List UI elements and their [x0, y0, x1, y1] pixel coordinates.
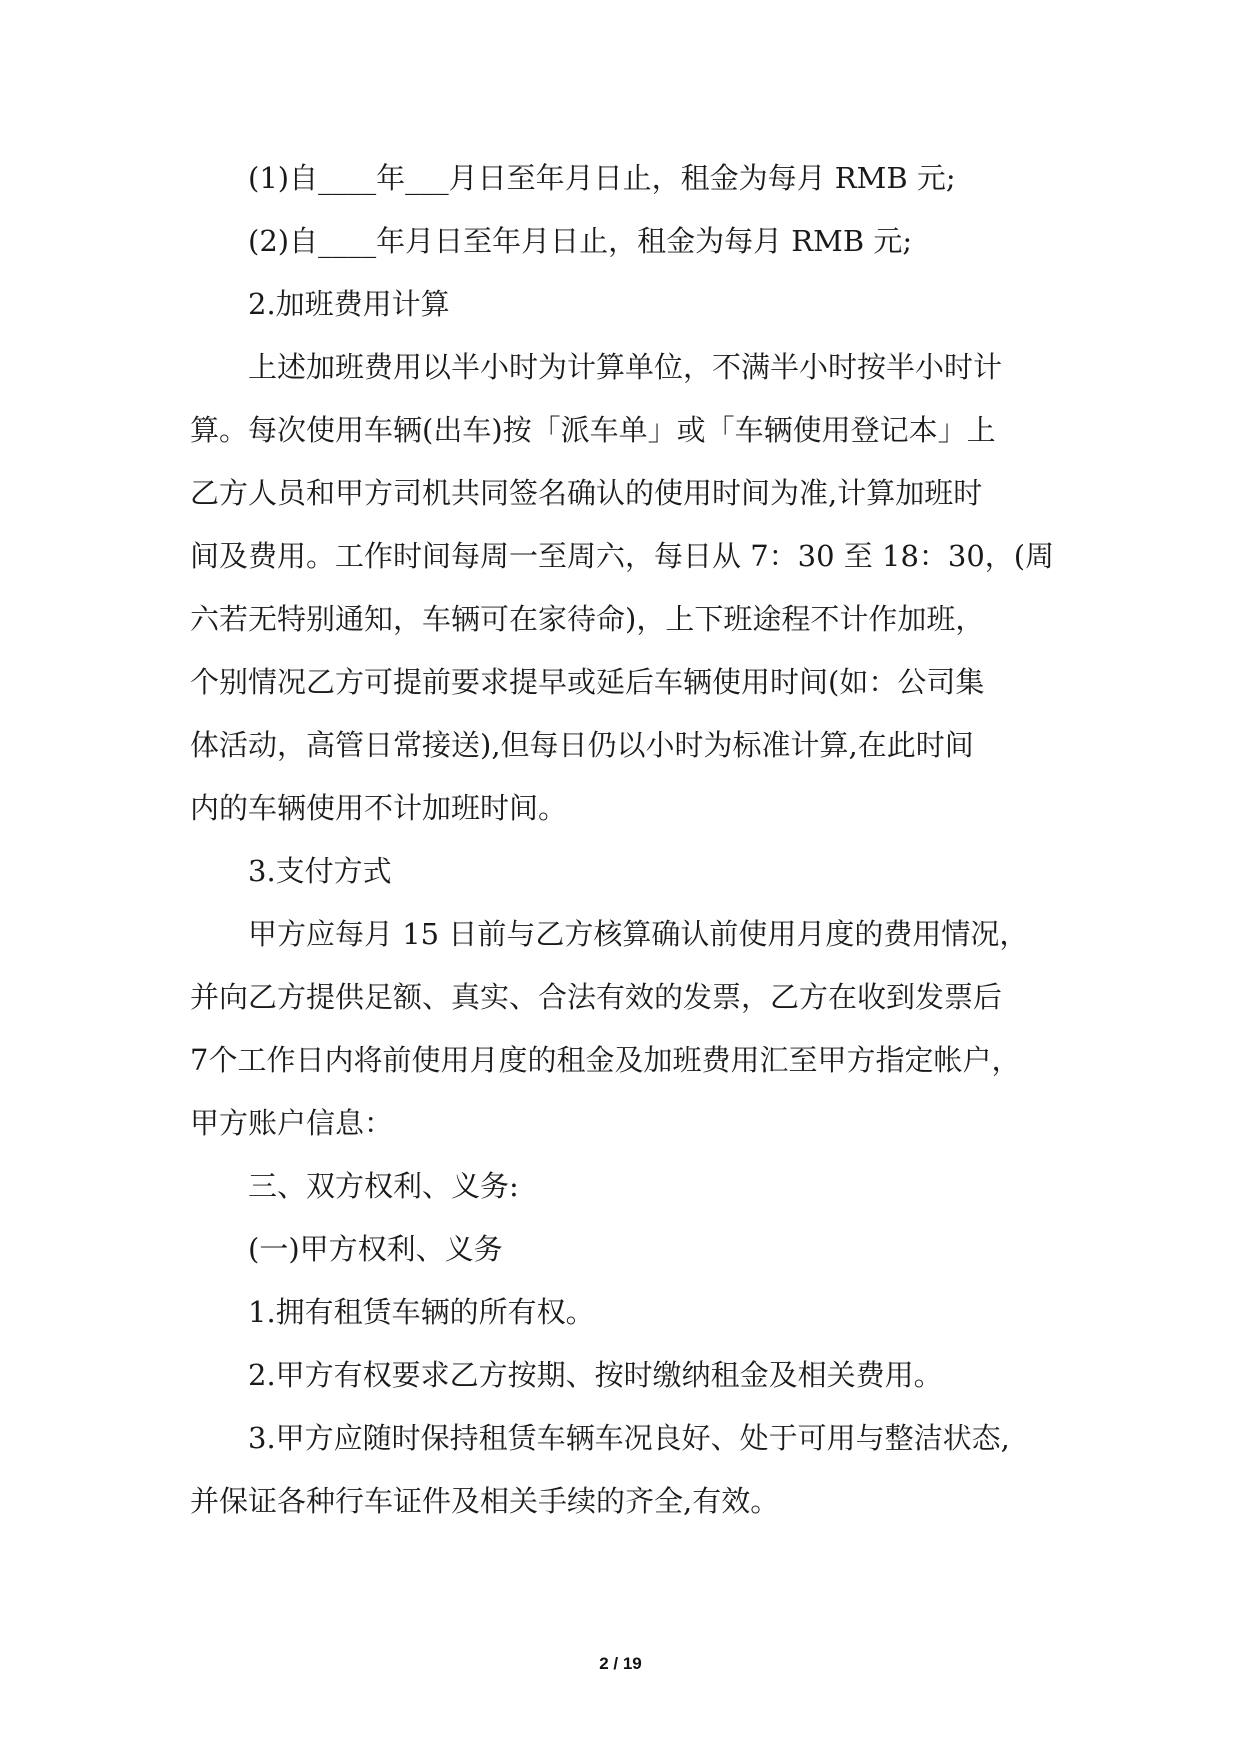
document-body [190, 147, 1060, 1533]
page-number: 2 / 19 [599, 1654, 642, 1673]
paragraph-line: 2.甲方有权要求乙方按期、按时缴纳租金及相关费用。 [248, 1358, 943, 1392]
paragraph-p10 [190, 1344, 1060, 1407]
paragraph-line: (一)甲方权利、义务 [248, 1232, 503, 1266]
paragraph-line: 甲方应每月 15 日前与乙方核算确认前使用月度的费用情况， [248, 917, 1029, 951]
paragraph-line: 7个工作日内将前使用月度的租金及加班费用汇至甲方指定帐户， [190, 1043, 1021, 1077]
paragraph-line: 并保证各种行车证件及相关手续的齐全,有效。 [190, 1484, 780, 1518]
paragraph-line: 上述加班费用以半小时为计算单位，不满半小时按半小时计 [248, 350, 1003, 384]
paragraph-p9 [190, 1281, 1060, 1344]
paragraph-line: 三、双方权利、义务: [248, 1169, 519, 1203]
paragraph-p5 [190, 840, 1060, 903]
paragraph-line: 体活动，高管日常接送),但每日仍以小时为标准计算,在此时间 [190, 728, 974, 762]
paragraph-line: 个别情况乙方可提前要求提早或延后车辆使用时间(如：公司集 [190, 665, 985, 699]
paragraph-p1 [190, 147, 1060, 210]
paragraph-p4 [190, 336, 1060, 840]
paragraph-line: 间及费用。工作时间每周一至周六，每日从 7：30 至 18：30，(周 [190, 539, 1055, 573]
paragraph-line: 六若无特别通知，车辆可在家待命)，上下班途程不计作加班， [190, 602, 985, 636]
paragraph-line: 算。每次使用车辆(出车)按「派车单」或「车辆使用登记本」上 [190, 413, 996, 447]
paragraph-line: 甲方账户信息： [190, 1106, 394, 1140]
paragraph-line: 3.甲方应随时保持租赁车辆车况良好、处于可用与整洁状态, [248, 1421, 1010, 1455]
paragraph-line: 并向乙方提供足额、真实、合法有效的发票，乙方在收到发票后 [190, 980, 1003, 1014]
paragraph-line: 2.加班费用计算 [248, 287, 450, 321]
paragraph-p8 [190, 1218, 1060, 1281]
paragraph-p3 [190, 273, 1060, 336]
paragraph-p7 [190, 1155, 1060, 1218]
paragraph-line: (1)自____年___月日至年月日止，租金为每月 RMB 元; [248, 161, 956, 195]
paragraph-p11 [190, 1407, 1060, 1533]
paragraph-p6 [190, 903, 1060, 1155]
paragraph-line: (2)自____年月日至年月日止，租金为每月 RMB 元; [248, 224, 913, 258]
paragraph-line: 乙方人员和甲方司机共同签名确认的使用时间为准,计算加班时 [190, 476, 983, 510]
paragraph-p2 [190, 210, 1060, 273]
paragraph-line: 内的车辆使用不计加班时间。 [190, 791, 568, 825]
paragraph-line: 1.拥有租赁车辆的所有权。 [248, 1295, 595, 1329]
paragraph-line: 3.支付方式 [248, 854, 392, 888]
